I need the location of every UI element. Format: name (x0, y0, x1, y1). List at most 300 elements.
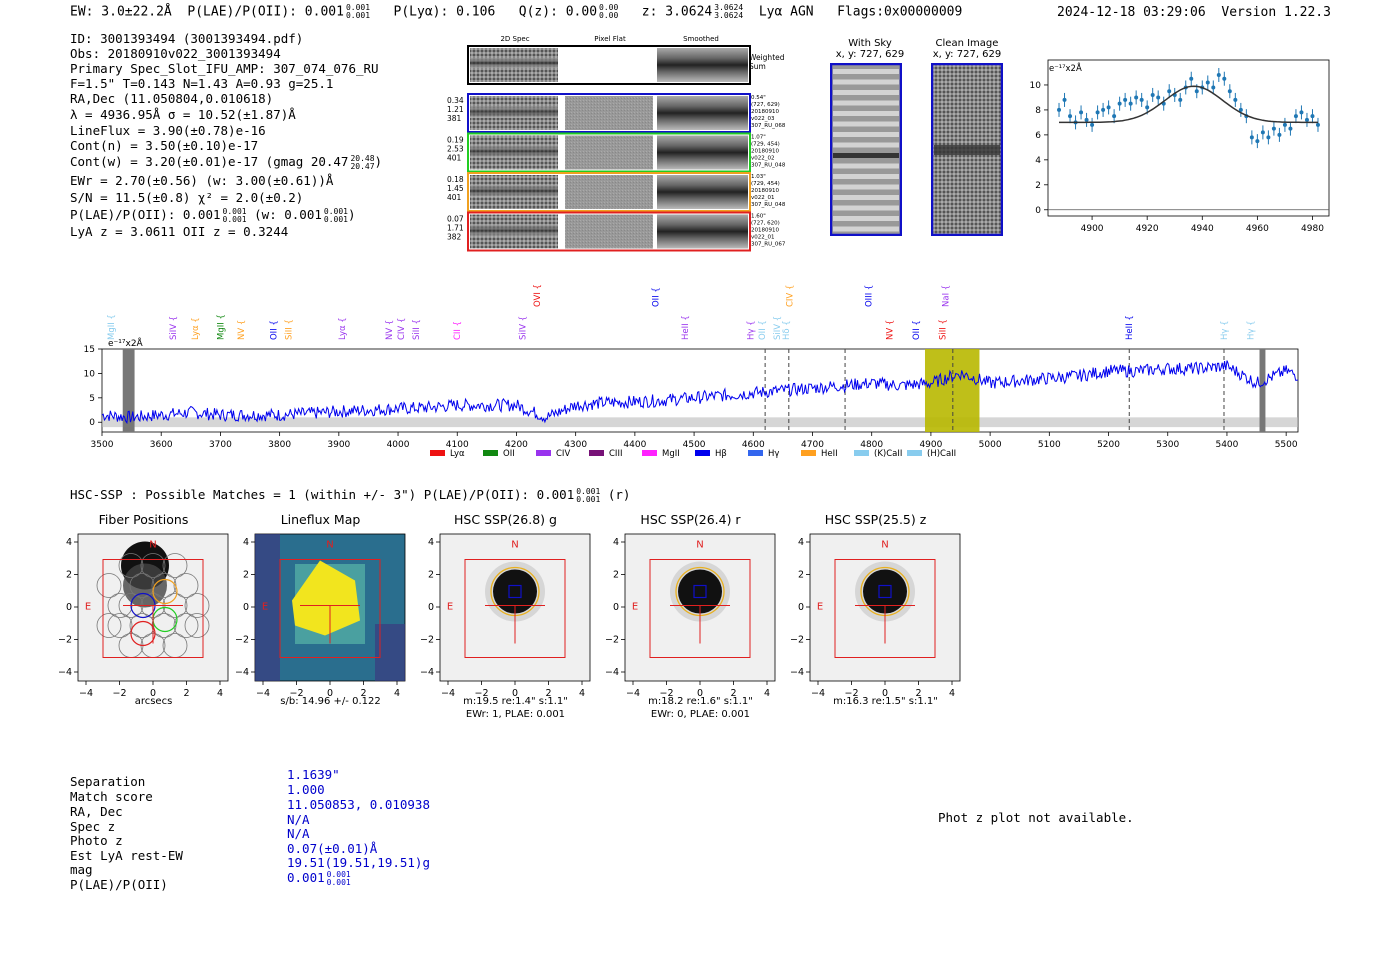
match-value: 1.1639" (287, 767, 340, 782)
spec2d-row-stat: 401 (447, 193, 462, 202)
hsc-panel-caption: m:18.2 re:1.6" s:1.1" (648, 696, 753, 707)
spectrum-mask (1260, 349, 1266, 432)
match-value: 11.050853, 0.010938 (287, 797, 430, 812)
hsc-ytick-label: −4 (789, 667, 804, 678)
spec2d-row-stat: 0.07 (447, 214, 464, 224)
hsc-panel (56, 512, 231, 727)
spectrum-xtick-label: 5000 (978, 440, 1002, 450)
spec2d-row-smoothed (657, 136, 748, 170)
spec2d-row-meta: 307_RU_068 (751, 123, 786, 129)
match-value: 19.51(19.51,19.51)g (287, 855, 430, 870)
zoom-data-point (1195, 89, 1199, 93)
legend-swatch (854, 450, 869, 456)
info-contn: Cont(n) = 3.50(±0.10)e-17 (70, 138, 259, 153)
hsc-xtick-label: −2 (659, 688, 674, 699)
zoom-ytick-label: 6 (1035, 130, 1041, 141)
match-value: N/A (287, 826, 310, 841)
with-sky-image (830, 63, 902, 236)
spectrum-ytick-label: 10 (83, 369, 95, 380)
hsc-ytick-label: 2 (797, 569, 804, 581)
north-label: N (511, 539, 519, 551)
spec2d-row-trace (470, 106, 558, 118)
zoom-data-point (1222, 77, 1226, 81)
hsc-panel (603, 512, 778, 727)
hsc-xtick-label: 4 (948, 688, 956, 699)
spec2d-row-meta: (729, 454) (751, 181, 780, 187)
zoom-data-point (1167, 89, 1171, 93)
east-label: E (631, 601, 639, 613)
zoom-data-point (1145, 105, 1149, 109)
spec2d-row-stat: 0.18 (447, 175, 464, 184)
hsc-xtick-label: −2 (112, 688, 127, 699)
spec2d-row-meta: 307_RU_048 (751, 162, 786, 169)
cutouts-panel (820, 38, 1010, 238)
spec2d-row-meta: v022_03 (751, 116, 775, 122)
spec2d-row-stat: 382 (447, 232, 462, 242)
hsc-xtick-label: 0 (881, 688, 889, 699)
legend-label: CIV (556, 449, 571, 459)
spectrum-xtick-label: 3900 (327, 440, 351, 450)
spectrum-xtick-label: 5100 (1037, 440, 1061, 450)
info-lambda: λ = 4936.95Å σ = 10.52(±1.87)Å (70, 107, 296, 122)
col-title-2dspec: 2D Spec (500, 35, 530, 43)
spectrum-ytick-label: 5 (89, 393, 95, 404)
spec2d-row-meta: (727, 629) (751, 102, 780, 108)
hsc-ytick-label: −4 (234, 667, 249, 678)
info-lineflux: LineFlux = 3.90(±0.78)e-16 (70, 123, 266, 138)
spectrum-ytick-label: 0 (89, 418, 95, 429)
spec2d-row-flat (565, 175, 653, 209)
info-fit: F=1.5" T=0.143 N=1.43 A=0.93 g=25.1 (70, 76, 334, 91)
zoom-xtick-label: 4980 (1301, 224, 1324, 232)
hsc-panel-image (418, 532, 593, 722)
zoom-data-point (1134, 95, 1138, 99)
spectrum-xtick-label: 4200 (505, 440, 528, 450)
sky-stripe (833, 143, 899, 148)
hsc-panel-image (56, 532, 231, 722)
spec2d-row-smoothed (657, 215, 748, 249)
hsc-panel-caption2: EWr: 1, PLAE: 0.001 (465, 709, 566, 720)
legend-swatch (695, 450, 710, 456)
spectrum-line-annotation: CII { (453, 320, 464, 340)
match-label: Photo z (70, 833, 123, 848)
match-label: Match score (70, 789, 153, 804)
spec2d-row-stat: 401 (447, 153, 462, 163)
legend-label: Hγ (768, 449, 780, 459)
spec2d-row (447, 94, 786, 132)
info-plae: P(LAE)/P(OII): 0.001 0.001 0.001 (w: 0.001 0.001 0.001 ) (70, 206, 356, 224)
hsc-xtick-label: 0 (696, 688, 704, 699)
zoom-data-point (1057, 108, 1061, 112)
hsc-xtick-label: 4 (393, 688, 401, 699)
spec2d-row-stat: 2.53 (447, 144, 464, 154)
spec2d-row-stat: 1.71 (447, 223, 464, 233)
hsc-xtick-label: −4 (78, 688, 94, 699)
zoom-data-point (1101, 108, 1105, 112)
legend-label: (K)CaII (874, 449, 903, 459)
legend-label: Lyα (450, 449, 465, 459)
hsc-xtick-label: 0 (511, 688, 519, 699)
hsc-ytick-label: −4 (57, 667, 72, 678)
spectrum-line-annotation: HeII { (681, 315, 692, 340)
hsc-ytick-label: 2 (427, 569, 434, 581)
hsc-xtick-label: −4 (255, 688, 271, 699)
hsc-ytick-label: 4 (612, 537, 619, 548)
zoom-data-point (1217, 73, 1221, 77)
sky-stripe (833, 90, 899, 95)
spectrum-line-annotation: MgII { (106, 314, 117, 340)
spectrum-line-highlight (925, 349, 979, 432)
hsc-ytick-label: −2 (604, 634, 619, 646)
sky-stripe (833, 153, 899, 158)
sky-stripe (833, 227, 899, 232)
spec2d-row-trace (470, 146, 558, 158)
zoom-data-point (1189, 77, 1193, 81)
match-value: N/A (287, 812, 310, 827)
hsc-ytick-label: 2 (242, 569, 249, 581)
spec2d-row-meta: v022_02 (751, 155, 775, 162)
hsc-panel-title: Fiber Positions (98, 512, 189, 527)
spectrum-line-annotation: NV { (385, 319, 396, 340)
zoom-xtick-label: 4960 (1245, 224, 1269, 232)
spec2d-svg (445, 34, 795, 254)
photz-message: Phot z plot not available. (938, 810, 1134, 825)
zoom-ytick-label: 8 (1035, 105, 1041, 116)
spectrum-line-annotation: SiII { (938, 319, 949, 340)
hsc-panel-caption: arcsecs (134, 696, 173, 707)
east-label: E (446, 601, 454, 613)
legend-swatch (589, 450, 604, 456)
spectrum-line-annotation: OII { (651, 287, 662, 307)
legend-label: CIII (609, 449, 623, 459)
hsc-panel-title: HSC SSP(26.4) r (640, 512, 741, 527)
hsc-panel (788, 512, 963, 727)
spec2d-rows (447, 94, 786, 251)
hsc-xtick-label: 0 (149, 688, 157, 699)
info-id: ID: 3001393494 (3001393494.pdf) (70, 31, 304, 46)
spectrum-chart (70, 275, 1330, 465)
spectrum-line-annotation: NV { (885, 319, 896, 340)
header-ew: EW: 3.0±22.2Å (70, 4, 172, 20)
header-summary: EW: 3.0±22.2Å P(LAE)/P(OII): 0.001 0.001 0.001 P(Lyα): 0.106 Q(z): 0.00 0.00 0.00 z: 3.0624 3.0624 3.0624 Lyα AGN Flags:0x00000009 (70, 3, 963, 20)
sky-stripe (833, 206, 899, 211)
spec2d-row-meta: v022_01 (751, 195, 775, 201)
hsc-ytick-label: 4 (65, 537, 72, 548)
zoom-xtick-label: 4940 (1190, 224, 1214, 232)
spectrum-xtick-label: 3700 (208, 440, 232, 450)
zoom-data-point (1156, 95, 1160, 99)
zoom-data-point (1151, 93, 1155, 97)
spectrum-xtick-label: 4700 (801, 440, 824, 450)
spec2d-row-meta: 1.07" (751, 134, 766, 141)
spectrum-xtick-label: 5500 (1274, 440, 1298, 450)
legend-swatch (536, 450, 551, 456)
legend-swatch (801, 450, 816, 456)
zoom-data-point (1112, 114, 1116, 118)
hsc-panel-caption: m:16.3 re:1.5" s:1.1" (833, 696, 938, 707)
hsc-panel-title: HSC SSP(25.5) z (824, 512, 927, 527)
spec2d-row (447, 213, 786, 251)
hsc-panel-image (788, 532, 963, 722)
hsc-panel-caption: s/b: 14.96 +/- 0.122 (280, 696, 381, 707)
legend-swatch (430, 450, 445, 456)
north-label: N (696, 539, 704, 551)
timestamp: 2024-12-18 03:29:06 (1057, 5, 1206, 20)
zoom-data-point (1277, 133, 1281, 137)
spectrum-xtick-label: 4300 (564, 440, 588, 450)
zoom-ytick-label: 2 (1035, 180, 1041, 191)
spec2d-row-meta: v022_01 (751, 234, 775, 241)
spec2d-row-stat: 0.19 (447, 135, 464, 145)
hsc-ytick-label: −2 (234, 634, 249, 646)
spectrum-xtick-label: 4900 (919, 440, 943, 450)
timestamp-version (1057, 5, 1331, 20)
match-label: mag (70, 862, 93, 877)
zoom-data-point (1140, 98, 1144, 102)
zoom-ylabel: e⁻¹⁷x2Å (1049, 64, 1082, 74)
hsc-xtick-label: 4 (578, 688, 586, 699)
hsc-panel (233, 512, 408, 727)
zoom-data-point (1255, 139, 1259, 143)
spectrum-line-annotation: Hγ { (746, 320, 757, 340)
legend-swatch (748, 450, 763, 456)
spec2d-row-smoothed (657, 96, 748, 130)
spec2d-row-meta: 20180910 (751, 188, 779, 194)
spec2d-row (447, 134, 786, 172)
spectrum-line-annotation: OII { (269, 320, 280, 340)
sky-stripe (833, 174, 899, 179)
zoom-data-point (1068, 114, 1072, 118)
legend-swatch (907, 450, 922, 456)
hsc-ytick-label: 4 (797, 537, 804, 548)
spectrum-xtick-label: 5300 (1156, 440, 1180, 450)
match-value: 0.001 0.001 0.001 (287, 869, 351, 887)
hsc-xtick-label: 0 (326, 688, 334, 699)
spectrum-line-annotation: SiII { (284, 319, 295, 340)
spectrum-line-annotation: MgII { (216, 314, 227, 340)
hsc-xtick-label: −4 (810, 688, 826, 699)
spec2d-row-stat: 1.21 (447, 105, 464, 114)
zoom-data-point (1250, 135, 1254, 139)
sky-stripe (833, 195, 899, 200)
spectrum-line-annotation: Hδ { (781, 320, 792, 340)
zoom-plot-frame (1048, 60, 1329, 216)
hsc-xtick-label: −4 (440, 688, 456, 699)
zoom-ytick-label: 0 (1035, 205, 1041, 216)
legend-label: (H)CaII (927, 449, 957, 459)
zoom-ytick-label: 4 (1035, 155, 1041, 166)
sky-stripe (833, 185, 899, 190)
hsc-ytick-label: −4 (604, 667, 619, 678)
sky-stripe (833, 101, 899, 106)
hsc-panel-image (233, 532, 408, 722)
sky-stripe (833, 122, 899, 127)
zoom-data-point (1063, 98, 1067, 102)
zoom-data-point (1079, 110, 1083, 114)
spectrum-line-annotation: SiII { (411, 319, 422, 340)
header-z: z: 3.0624 (641, 4, 713, 20)
spectrum-xtick-label: 4400 (623, 440, 647, 450)
hsc-ytick-label: 0 (797, 602, 804, 613)
spectrum-line-annotation: Lyα { (190, 317, 201, 340)
east-label: E (816, 601, 824, 613)
zoom-data-point (1107, 105, 1111, 109)
spectrum-xtick-label: 4100 (445, 440, 469, 450)
east-label: E (261, 601, 269, 613)
sky-stripe (833, 164, 899, 169)
zoom-xtick-label: 4900 (1080, 224, 1104, 232)
spec2d-row-meta: (729, 454) (751, 141, 780, 148)
hsc-xtick-label: −2 (474, 688, 489, 699)
spectrum-line-annotation: SiIV { (518, 315, 529, 340)
hsc-ytick-label: 4 (242, 537, 249, 548)
match-value: 0.07(±0.01)Å (287, 841, 378, 856)
zoom-data-point (1178, 98, 1182, 102)
spectrum-line-annotation: OII { (758, 320, 769, 340)
zoom-data-point (1261, 130, 1265, 134)
zoom-data-point (1090, 123, 1094, 127)
spectrum-line-annotation: SiIV { (169, 315, 180, 340)
zoom-data-point (1316, 123, 1320, 127)
info-primary: Primary Spec_Slot_IFU_AMP: 307_074_076_RU (70, 61, 379, 76)
spec2d-row-meta: 20180910 (751, 148, 779, 155)
match-value: 1.000 (287, 782, 325, 797)
zoom-data-point (1096, 110, 1100, 114)
clean-image (931, 63, 1003, 236)
spec2d-row-meta: 1.03" (751, 174, 766, 180)
spec2d-row-stat: 1.45 (447, 184, 464, 193)
info-sn: S/N = 11.5(±0.8) χ² = 2.0(±0.2) (70, 190, 304, 205)
spec2d-row-meta: 20180910 (751, 109, 779, 115)
hsc-ytick-label: 0 (242, 602, 249, 613)
legend-label: MgII (662, 449, 680, 459)
header-line-type: Lyα AGN (758, 4, 814, 20)
match-label: Est LyA rest-EW (70, 848, 183, 863)
spec2d-panel (445, 34, 795, 254)
with-sky-title: With Sky x, y: 727, 629 (835, 38, 905, 60)
legend-label: OII (503, 449, 515, 459)
spectrum-xtick-label: 4500 (682, 440, 706, 450)
hsc-xtick-label: −2 (289, 688, 304, 699)
zoom-data-point (1085, 118, 1089, 122)
spectrum-line-annotation: Hγ { (1219, 320, 1230, 340)
header-qz: Q(z): 0.00 (518, 4, 598, 20)
match-label: Separation (70, 774, 146, 789)
spec2d-row-stat: 381 (447, 114, 462, 123)
hsc-xtick-label: 4 (763, 688, 771, 699)
hsc-panel-title: Lineflux Map (280, 512, 361, 527)
spectrum-line-annotation: OVI { (533, 284, 544, 307)
zoom-data-point (1266, 135, 1270, 139)
sky-stripe (833, 80, 899, 85)
hsc-ytick-label: −2 (789, 634, 804, 646)
legend-label: HeII (821, 449, 838, 459)
match-label: RA, Dec (70, 804, 123, 819)
zoom-data-point (1123, 98, 1127, 102)
zoom-data-point (1310, 114, 1314, 118)
info-obs: Obs: 20180910v022_3001393494 (70, 46, 281, 61)
hsc-xtick-label: −2 (844, 688, 859, 699)
spectrum-line-annotation: SiIV { (772, 315, 783, 340)
spectrum-xtick-label: 4600 (741, 440, 765, 450)
legend-label: Hβ (715, 449, 727, 459)
hsc-xtick-label: 2 (360, 688, 367, 699)
hsc-ytick-label: −2 (57, 634, 72, 646)
spectrum-xtick-label: 3800 (268, 440, 292, 450)
zoom-data-point (1272, 127, 1276, 131)
zoom-data-point (1211, 85, 1215, 89)
info-contw: Cont(w) = 3.20(±0.01)e-17 (gmag 20.47 20.48 20.47 ) (70, 153, 383, 171)
spec2d-row-smoothed (657, 175, 748, 209)
zoom-fit-chart (1028, 52, 1338, 232)
hsc-header: HSC-SSP : Possible Matches = 1 (within +/- 3") P(LAE)/P(OII): 0.001 0.001 0.001 (r) (70, 486, 631, 504)
version: Version 1.22.3 (1221, 5, 1331, 20)
legend-swatch (642, 450, 657, 456)
hsc-xtick-label: 2 (545, 688, 552, 699)
north-label: N (326, 539, 334, 551)
hsc-panel-caption2: EWr: 0, PLAE: 0.001 (650, 709, 751, 720)
spec2d-row-stat: 0.34 (447, 96, 464, 105)
match-label: Spec z (70, 819, 116, 834)
spectrum-line-annotation: NaI { (941, 284, 952, 307)
legend-swatch (483, 450, 498, 456)
north-label: N (149, 539, 157, 551)
spectrum-line-annotation: OIII { (864, 284, 875, 307)
zoom-data-point (1233, 98, 1237, 102)
spec2d-row-meta: 1.60" (751, 213, 766, 220)
hsc-xtick-label: 2 (730, 688, 737, 699)
weighted-sum-smoothed (657, 48, 748, 82)
zoom-ytick-label: 10 (1029, 80, 1041, 91)
spec2d-row-flat (565, 136, 653, 170)
hsc-xtick-label: 2 (915, 688, 922, 699)
zoom-data-point (1228, 89, 1232, 93)
hsc-ytick-label: 4 (427, 537, 434, 548)
spectrum-xtick-label: 5400 (1215, 440, 1239, 450)
sky-stripe (833, 216, 899, 221)
spec2d-row (447, 173, 786, 211)
spectrum-line-annotation: Hγ { (1246, 320, 1257, 340)
sky-stripe (833, 132, 899, 137)
col-title-smoothed: Smoothed (683, 35, 719, 43)
hsc-xtick-label: 4 (216, 688, 224, 699)
east-label: E (84, 601, 92, 613)
spectrum-line-annotation: NV { (237, 319, 248, 340)
hsc-panel-title: HSC SSP(26.8) g (454, 512, 557, 527)
hsc-ytick-label: −2 (419, 634, 434, 646)
spectrum-xtick-label: 3500 (90, 440, 114, 450)
spec2d-row-meta: (727, 620) (751, 220, 780, 227)
sky-stripe (833, 69, 899, 74)
spectrum-line-annotation: Lyα { (337, 317, 348, 340)
header-flags: Flags:0x00000009 (837, 4, 963, 20)
zoom-data-point (1283, 123, 1287, 127)
header-plya: P(Lyα): 0.106 (393, 4, 496, 20)
hsc-ytick-label: 0 (65, 602, 72, 613)
hsc-ytick-label: 0 (612, 602, 619, 613)
spectrum-ytick-label: 15 (83, 345, 95, 355)
zoom-data-point (1118, 102, 1122, 106)
sky-stripe (833, 111, 899, 116)
weighted-sum-label: Weighted Sum (749, 53, 785, 71)
hsc-xtick-label: −4 (625, 688, 641, 699)
zoom-data-point (1299, 110, 1303, 114)
hsc-ytick-label: 2 (65, 569, 72, 581)
spec2d-row-meta: 307_RU_067 (751, 241, 786, 248)
spec2d-row-flat (565, 96, 653, 130)
hsc-panel (418, 512, 593, 727)
zoom-data-point (1129, 102, 1133, 106)
